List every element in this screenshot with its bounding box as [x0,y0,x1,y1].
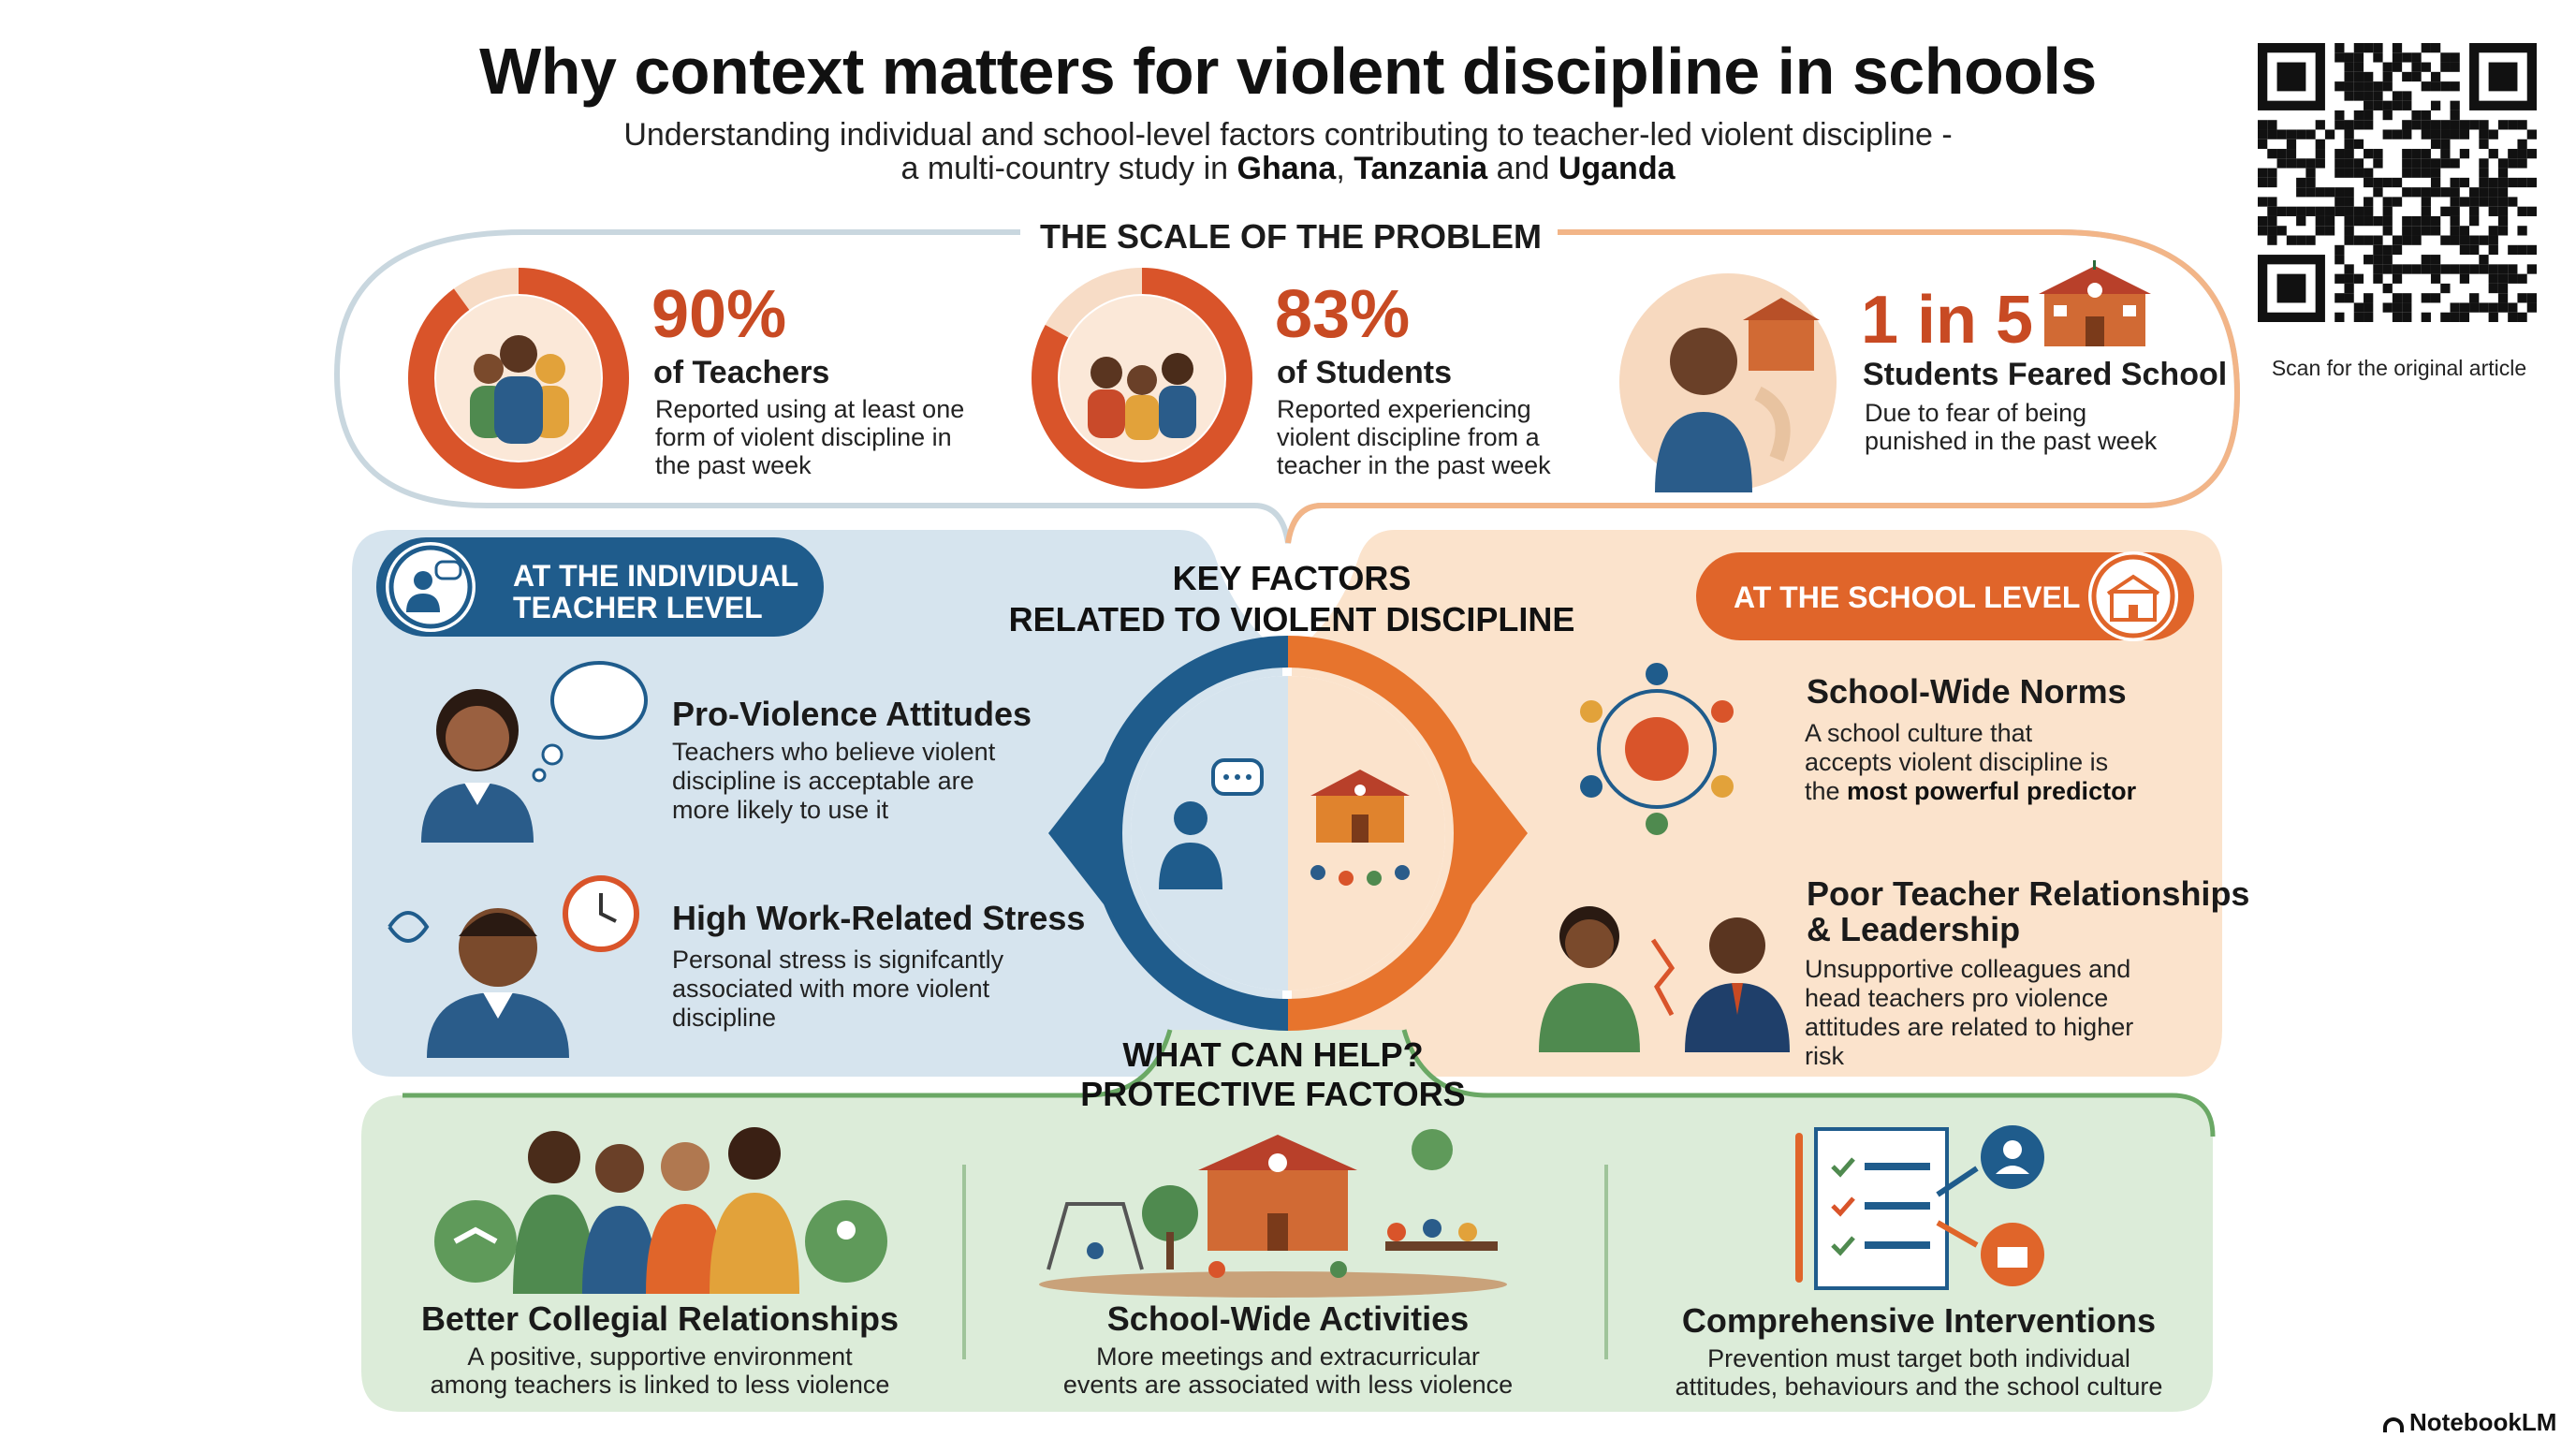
collegial-relationships-icon [432,1120,889,1294]
interventions-desc [1629,1344,2209,1401]
school-norms-network-icon [1563,655,1750,843]
pro-violence-desc-line: Teachers who believe violent [672,738,996,766]
poor-relationships-icon [1531,884,1793,1052]
teachers-stat-label: of Teachers [653,355,830,390]
work-stress-desc-line: discipline [672,1004,777,1032]
teachers-stat-desc [655,395,964,479]
activities-desc [998,1343,1578,1399]
teacher-icon [1144,758,1275,899]
teachers-stat-value: 90% [651,277,787,352]
poor-relationships-desc-line: head teachers pro violence [1805,984,2109,1012]
interventions-title: Comprehensive Interventions [1681,1301,2157,1340]
notebooklm-logo-icon [2383,1417,2404,1432]
qr-caption: Scan for the original article [2271,356,2527,380]
notebooklm-brand [2383,1408,2556,1437]
poor-relationships-desc-line: attitudes are related to higher [1805,1013,2134,1041]
students-desc-line: violent discipline from a [1277,423,1540,451]
protective-heading-line: WHAT CAN HELP? [1122,1035,1424,1074]
individual-level-label [513,560,812,624]
thinking-teacher-icon [412,655,655,843]
school-activities-icon [1030,1129,1516,1298]
key-factors-heading-line: KEY FACTORS [1172,559,1412,597]
protective-heading-line: PROTECTIVE FACTORS [1080,1075,1466,1113]
students-stat-label: of Students [1277,355,1452,390]
pro-violence-desc-line: discipline is acceptable are [672,767,974,795]
poor-relationships-title-line: & Leadership [1807,910,2021,948]
school-norms-desc-line: A school culture that [1805,719,2033,747]
page-subtitle [0,118,2576,185]
key-factors-heading-line: RELATED TO VIOLENT DISCIPLINE [1008,600,1575,638]
school-norms-desc-prefix: the [1805,777,1848,805]
poor-relationships-desc [1805,955,2133,1071]
stressed-teacher-icon [371,861,651,1058]
school-norms-desc-line: accepts violent discipline is [1805,748,2109,776]
fearful-student-icon [1617,271,1838,492]
feared-stat-label: Students Feared School [1863,357,2228,392]
work-stress-desc [672,946,1003,1033]
teachers-desc-line: the past week [655,451,812,479]
collegial-title: Better Collegial Relationships [420,1299,900,1338]
students-desc-line: Reported experiencing [1277,395,1531,423]
work-stress-title: High Work-Related Stress [672,899,1086,937]
activities-desc-line: More meetings and extracurricular [1096,1343,1480,1371]
school-icon [2076,549,2190,644]
poor-relationships-desc-line: Unsupportive colleagues and [1805,955,2131,983]
pro-violence-desc [672,738,995,825]
subtitle-sep-2: and [1487,151,1559,186]
interventions-checklist-icon [1778,1120,2078,1298]
students-donut-icon [1028,264,1256,492]
country-ghana: Ghana [1237,151,1337,186]
collegial-desc-line: A positive, supportive environment [467,1343,853,1371]
school-norms-desc [1805,719,2136,806]
subtitle-prefix: a multi-country study in [900,151,1237,186]
country-tanzania: Tanzania [1354,151,1488,186]
interventions-desc-line: attitudes, behaviours and the school culture [1675,1372,2163,1401]
individual-label-line: TEACHER LEVEL [513,591,763,624]
feared-stat-desc [1865,399,2157,455]
school-norms-desc-line [1805,777,2136,806]
school-level-label: AT THE SCHOOL LEVEL [1734,580,2081,614]
protective-heading [1011,1035,1535,1114]
pro-violence-title: Pro-Violence Attitudes [672,695,1032,733]
activities-title: School-Wide Activities [1106,1299,1470,1338]
pro-violence-desc-line: more likely to use it [672,796,889,824]
school-building-icon [2037,260,2153,350]
work-stress-desc-line: associated with more violent [672,975,990,1003]
teachers-desc-line: Reported using at least one [655,395,965,423]
feared-stat-value: 1 in 5 [1861,283,2034,358]
feared-desc-line: punished in the past week [1865,427,2158,455]
school-norms-desc-bold: most powerful predictor [1847,777,2137,805]
subtitle-line-2 [0,152,2576,185]
country-uganda: Uganda [1558,151,1676,186]
interventions-desc-line: Prevention must target both individual [1707,1344,2130,1372]
page-title: Why context matters for violent discipline in schools [479,35,2097,108]
poor-relationships-title [1807,876,2249,947]
subtitle-sep-1: , [1336,151,1354,186]
activities-desc-line: events are associated with less violence [1062,1371,1514,1399]
poor-relationships-title-line: Poor Teacher Relationships [1807,874,2250,913]
feared-desc-line: Due to fear of being [1865,399,2087,427]
students-stat-desc [1277,395,1551,479]
subtitle-line-1: Understanding individual and school-level factors contributing to teacher-led violent discipline - [623,117,1953,153]
students-desc-line: teacher in the past week [1277,451,1551,479]
teacher-speech-icon [378,539,492,635]
teachers-donut-icon [404,264,633,492]
individual-label-line: AT THE INDIVIDUAL [513,559,799,593]
qr-code-icon[interactable] [2258,43,2537,322]
students-stat-value: 83% [1275,277,1411,352]
school-norms-title: School-Wide Norms [1807,672,2127,711]
collegial-desc [374,1343,945,1399]
work-stress-desc-line: Personal stress is signifcantly [672,946,1004,974]
school-students-icon [1299,760,1421,901]
poor-relationships-desc-line: risk [1805,1042,1844,1070]
brand-label: NotebookLM [2409,1408,2557,1436]
teachers-desc-line: form of violent discipline in [655,423,952,451]
collegial-desc-line: among teachers is linked to less violence [430,1371,890,1399]
scale-heading: THE SCALE OF THE PROBLEM [1024,217,1558,257]
key-factors-heading [973,558,1610,640]
